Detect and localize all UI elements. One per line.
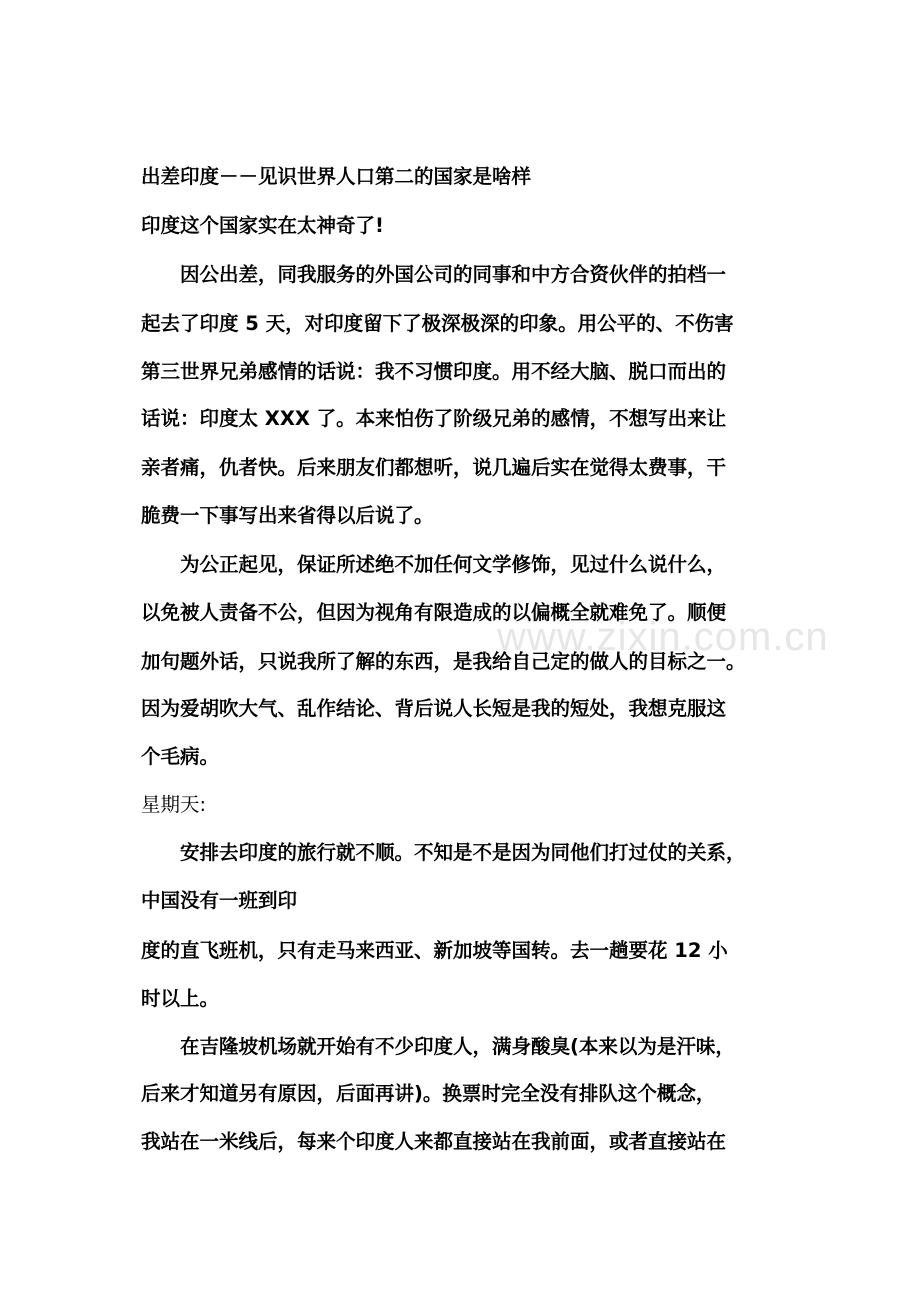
paragraph-line: 起去了印度 5 天，对印度留下了极深极深的印象。用公平的、不伤害 — [141, 312, 734, 335]
paragraph-line: 因为爱胡吹大气、乱作结论、背后说人长短是我的短处，我想克服这 — [141, 697, 727, 720]
paragraph-line: 我站在一米线后，每来个印度人来都直接站在我前面，或者直接站在 — [141, 1130, 727, 1153]
paragraph-line: 时以上。 — [141, 987, 220, 1010]
paragraph-line: 后来才知道另有原因，后面再讲)。换票时完全没有排队这个概念， — [141, 1082, 716, 1105]
document-title: 出差印度－－见识世界人口第二的国家是啥样 — [141, 165, 532, 188]
paragraph-line: 加句题外话，只说我所了解的东西，是我给自己定的做人的目标之一。 — [141, 650, 746, 673]
paragraph-line: 脆费一下事写出来省得以后说了。 — [141, 504, 434, 527]
document-subtitle: 印度这个国家实在太神奇了! — [141, 214, 384, 237]
paragraph-line: 安排去印度的旅行就不顺。不知是不是因为同他们打过仗的关系， — [141, 841, 746, 864]
paragraph-line: 度的直飞班机，只有走马来西亚、新加坡等国转。去一趟要花 12 小 — [141, 939, 728, 962]
paragraph-line: 第三世界兄弟感情的话说：我不习惯印度。用不经大脑、脱口而出的 — [141, 360, 727, 383]
paragraph-line: 在吉隆坡机场就开始有不少印度人，满身酸臭(本来以为是汗味， — [141, 1035, 735, 1058]
paragraph-line: 因公出差，同我服务的外国公司的同事和中方合资伙伴的拍档一 — [141, 263, 727, 286]
paragraph-line: 亲者痛，仇者快。后来朋友们都想听，说几遍后实在觉得太费事，干 — [141, 456, 727, 479]
paragraph-line: 中国没有一班到印 — [141, 889, 298, 912]
watermark: www.zixin.com.cn — [497, 615, 829, 659]
paragraph-line: 以免被人责备不公，但因为视角有限造成的以偏概全就难免了。顺便 — [141, 601, 727, 624]
paragraph-line: 话说：印度太 XXX 了。本来怕伤了阶级兄弟的感情，不想写出来让 — [141, 407, 727, 430]
paragraph-line: 为公正起见，保证所述绝不加任何文学修饰，见过什么说什么， — [141, 553, 727, 576]
section-heading: 星期天: — [141, 793, 207, 816]
paragraph-line: 个毛病。 — [141, 745, 220, 768]
